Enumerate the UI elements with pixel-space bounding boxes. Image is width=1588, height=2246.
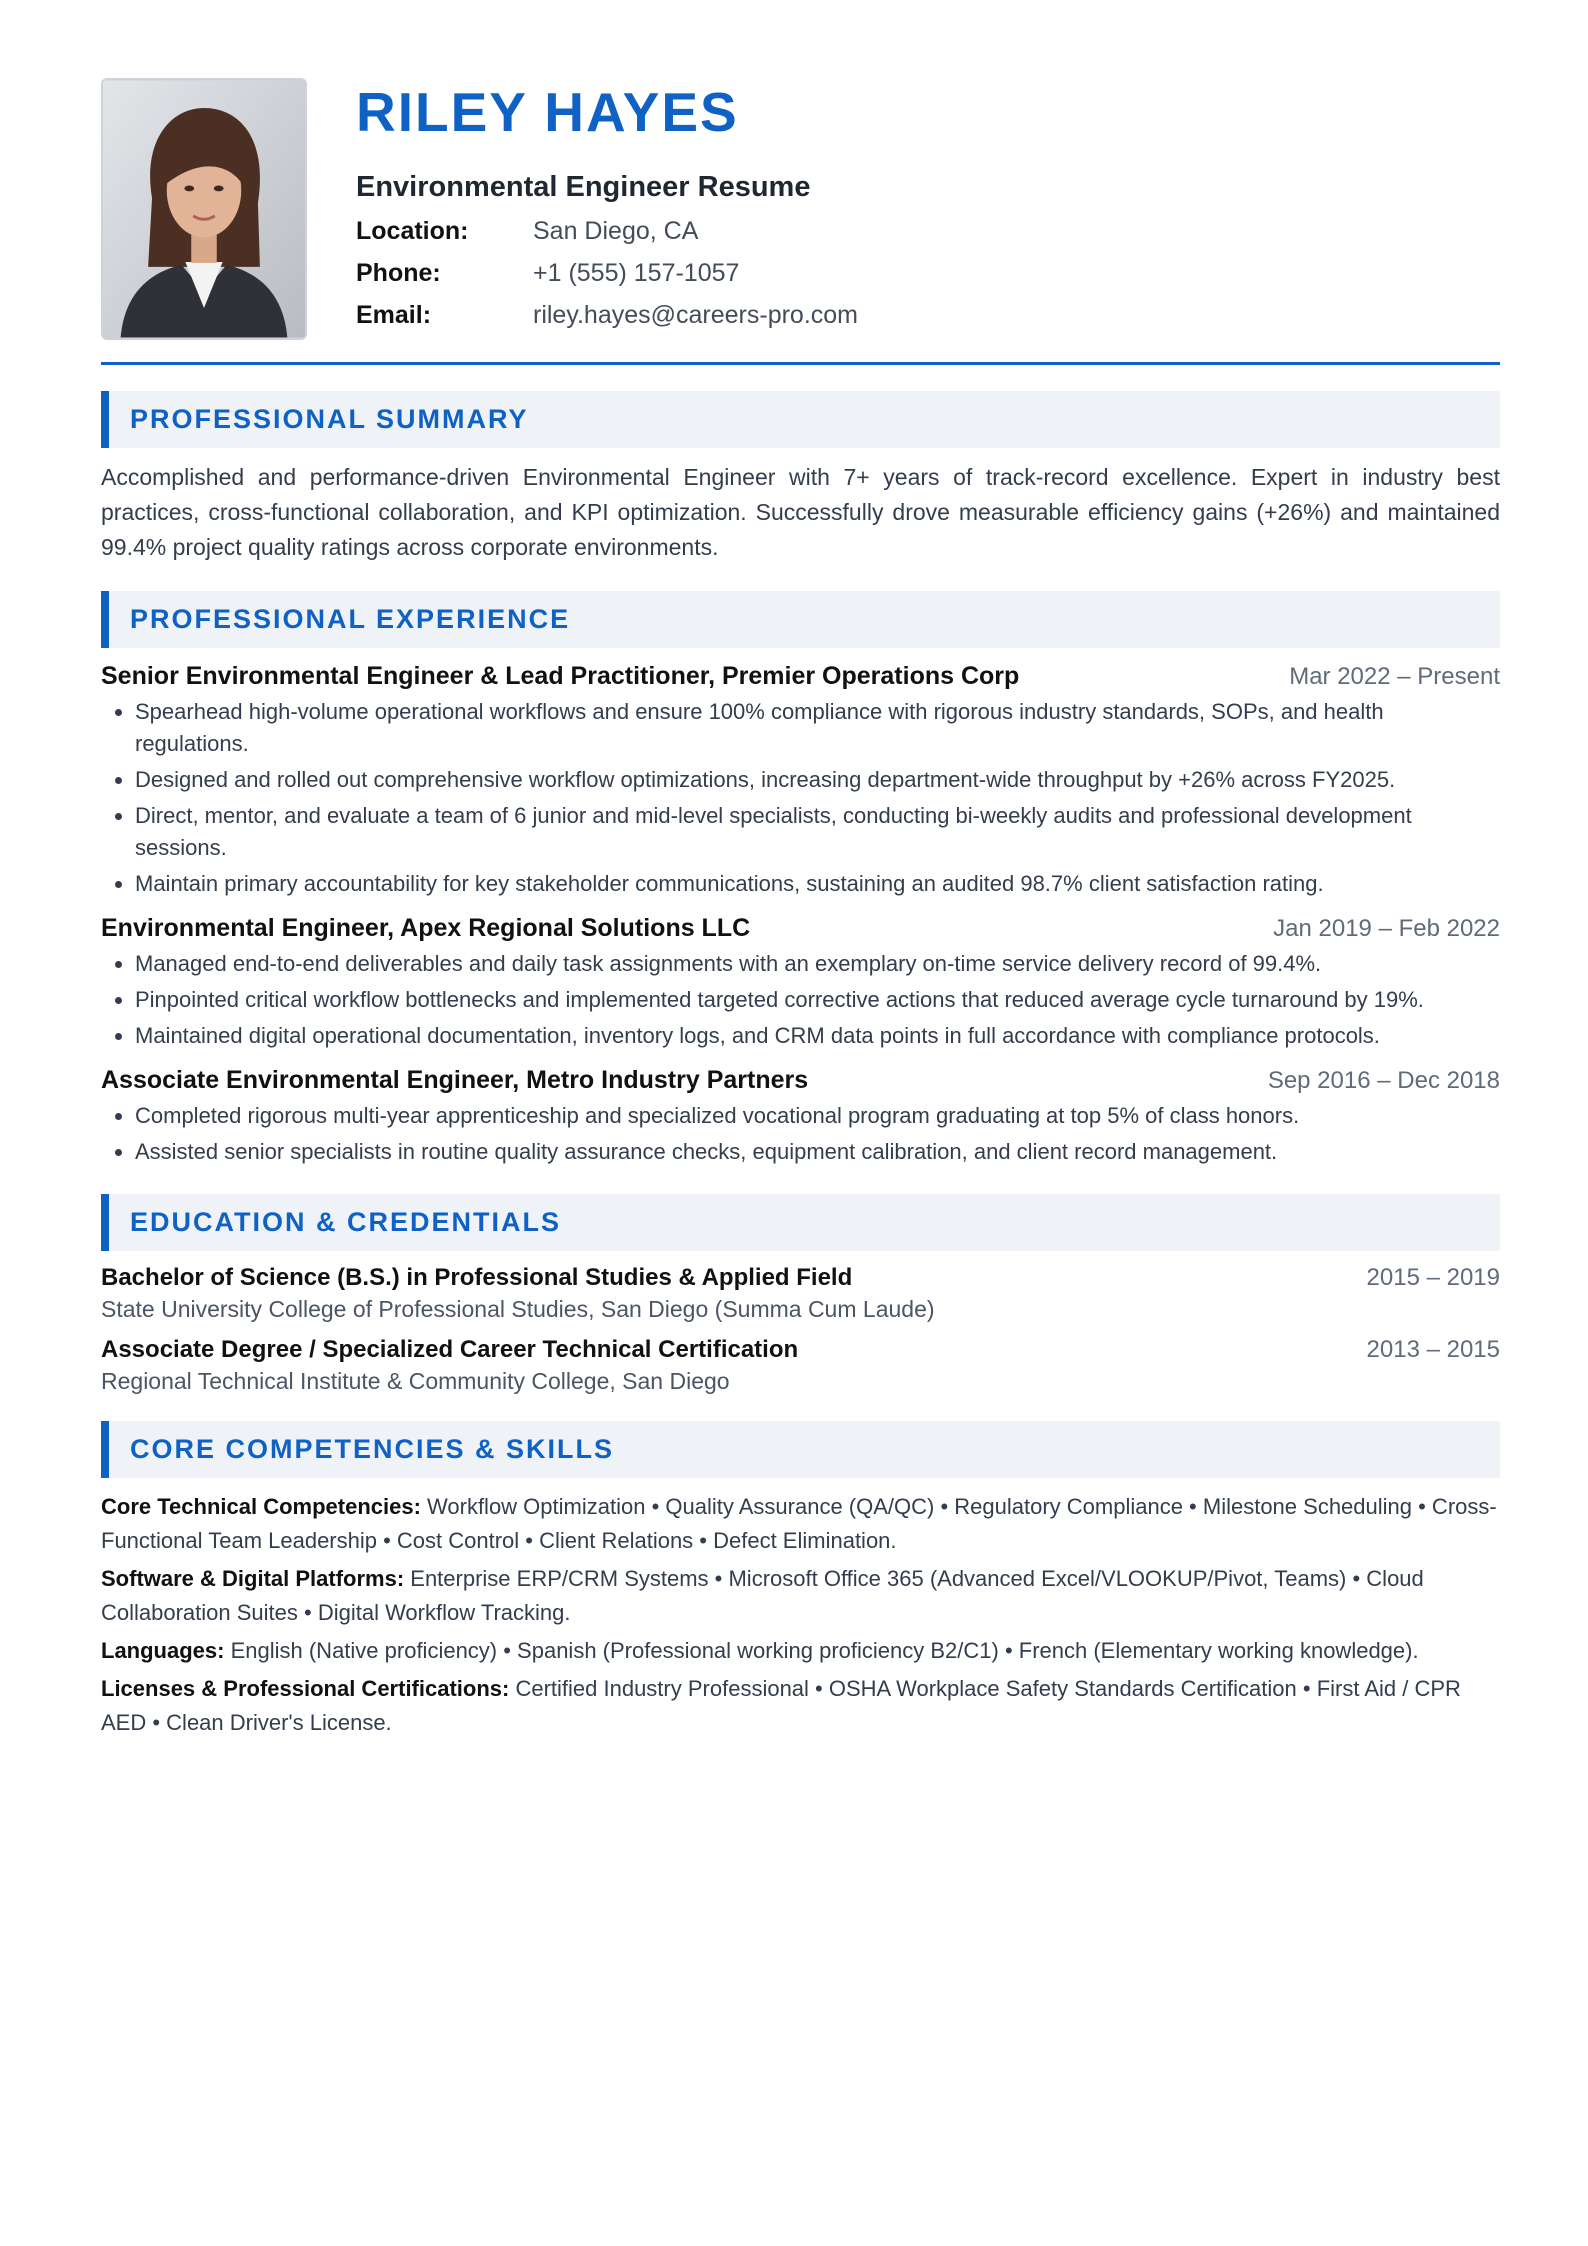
- list-item: • Assisted senior specialists in routine quality assurance checks, equipment calibration, and client record management.: [135, 1136, 1500, 1168]
- contact-label: Email:: [356, 301, 432, 329]
- skill-line: [101, 1562, 1500, 1630]
- list-item: • Managed end-to-end deliverables and daily task assignments with an exemplary on-time service delivery record of 99.4%.: [135, 948, 1500, 980]
- list-item: • Designed and rolled out comprehensive workflow optimizations, increasing department-wide throughput by +26% across FY2025.: [135, 764, 1500, 796]
- skill-label: Licenses & Professional Certifications:: [101, 1676, 510, 1701]
- job-entry: [101, 662, 1500, 900]
- section-title: PROFESSIONAL EXPERIENCE: [130, 604, 571, 634]
- degree-title: Associate Degree / Specialized Career Technical Certification: [101, 1336, 799, 1363]
- skill-line: [101, 1634, 1500, 1668]
- job-title: Environmental Engineer, Apex Regional Solutions LLC: [101, 914, 751, 942]
- job-header: [101, 1066, 1500, 1095]
- section-heading-experience: [101, 591, 1500, 648]
- job-bullets: [101, 696, 1500, 900]
- job-entry: [101, 914, 1500, 1052]
- education-entry: [101, 1336, 1500, 1395]
- contact-value: San Diego, CA: [533, 217, 699, 245]
- contact-phone: [356, 259, 858, 288]
- job-header: [101, 914, 1500, 943]
- summary-text: Accomplished and performance-driven Environmental Engineer with 7+ years of track-record excellence. Expert in industry best practices, cross-functional collaboration, and KPI optimization. Successfully drove measurable efficiency gains (+26%) and maintained 99.4% project quality ratings across corporate environments.: [101, 464, 1500, 560]
- contact-label: Location:: [356, 217, 469, 245]
- skill-label: Languages:: [101, 1638, 225, 1663]
- resume-subtitle: Environmental Engineer Resume: [356, 171, 811, 203]
- list-item: • Spearhead high-volume operational workflows and ensure 100% compliance with rigorous industry standards, SOPs, and health regulations.: [135, 696, 1500, 760]
- education-header: [101, 1264, 1500, 1292]
- job-bullets: [101, 1100, 1500, 1168]
- section-heading-summary: [101, 391, 1500, 448]
- skill-text: English (Native proficiency) • Spanish (Professional working proficiency B2/C1) • French (Elementary working knowledge).: [224, 1638, 1419, 1663]
- contact-value: +1 (555) 157-1057: [533, 259, 740, 287]
- skill-text: Certified Industry Professional • OSHA Workplace Safety Standards Certification • First Aid / CPR AED • Clean Driver's License.: [101, 1676, 1461, 1735]
- candidate-name: RILEY HAYES: [356, 81, 739, 143]
- education-header: [101, 1336, 1500, 1364]
- profile-photo: [101, 78, 307, 340]
- section-title: EDUCATION & CREDENTIALS: [130, 1207, 562, 1237]
- job-dates: Sep 2016 – Dec 2018: [1267, 1067, 1500, 1094]
- skill-label: Core Technical Competencies:: [101, 1494, 421, 1519]
- contact-value: riley.hayes@careers-pro.com: [533, 301, 859, 329]
- contact-email: [356, 301, 858, 330]
- list-item: • Maintain primary accountability for key stakeholder communications, sustaining an audited 98.7% client satisfaction rating.: [135, 868, 1500, 900]
- job-title: Senior Environmental Engineer & Lead Practitioner, Premier Operations Corp: [101, 662, 1020, 690]
- contact-location: [356, 217, 858, 246]
- job-entry: [101, 1066, 1500, 1168]
- skills-list: [101, 1490, 1500, 1740]
- list-item: • Pinpointed critical workflow bottlenecks and implemented targeted corrective actions that reduced average cycle turnaround by 19%.: [135, 984, 1500, 1016]
- resume-header: [101, 78, 1500, 340]
- section-heading-skills: [101, 1421, 1500, 1478]
- section-title: PROFESSIONAL SUMMARY: [130, 404, 529, 434]
- section-heading-education: [101, 1194, 1500, 1251]
- header-info: [356, 78, 858, 330]
- job-header: [101, 662, 1500, 691]
- section-title: CORE COMPETENCIES & SKILLS: [130, 1434, 615, 1464]
- job-dates: Jan 2019 – Feb 2022: [1273, 915, 1500, 942]
- list-item: • Maintained digital operational documentation, inventory logs, and CRM data points in full accordance with compliance protocols.: [135, 1020, 1500, 1052]
- job-title: Associate Environmental Engineer, Metro Industry Partners: [101, 1066, 809, 1094]
- skill-line: [101, 1672, 1500, 1740]
- skill-text: Enterprise ERP/CRM Systems • Microsoft Office 365 (Advanced Excel/VLOOKUP/Pivot, Teams) • Cloud Collaboration Suites • Digital Workflow Tracking.: [101, 1566, 1424, 1625]
- skill-line: [101, 1490, 1500, 1558]
- school-name: State University College of Professional Studies, San Diego (Summa Cum Laude): [101, 1296, 935, 1322]
- skill-label: Software & Digital Platforms:: [101, 1566, 405, 1591]
- job-bullets: [101, 948, 1500, 1052]
- education-dates: 2013 – 2015: [1366, 1336, 1500, 1363]
- degree-title: Bachelor of Science (B.S.) in Professional Studies & Applied Field: [101, 1264, 853, 1291]
- school-name: Regional Technical Institute & Community College, San Diego: [101, 1368, 730, 1394]
- education-dates: 2015 – 2019: [1366, 1264, 1500, 1291]
- education-entry: [101, 1264, 1500, 1323]
- list-item: • Direct, mentor, and evaluate a team of 6 junior and mid-level specialists, conducting bi-weekly audits and professional development sessions.: [135, 800, 1500, 864]
- list-item: • Completed rigorous multi-year apprenticeship and specialized vocational program graduating at top 5% of class honors.: [135, 1100, 1500, 1132]
- job-dates: Mar 2022 – Present: [1289, 663, 1500, 690]
- skill-text: Workflow Optimization • Quality Assurance (QA/QC) • Regulatory Compliance • Milestone Scheduling • Cross-Functional Team Leadership • Cost Control • Client Relations • Defect Elimination.: [101, 1494, 1497, 1553]
- header-divider: [101, 362, 1500, 365]
- contact-label: Phone:: [356, 259, 441, 287]
